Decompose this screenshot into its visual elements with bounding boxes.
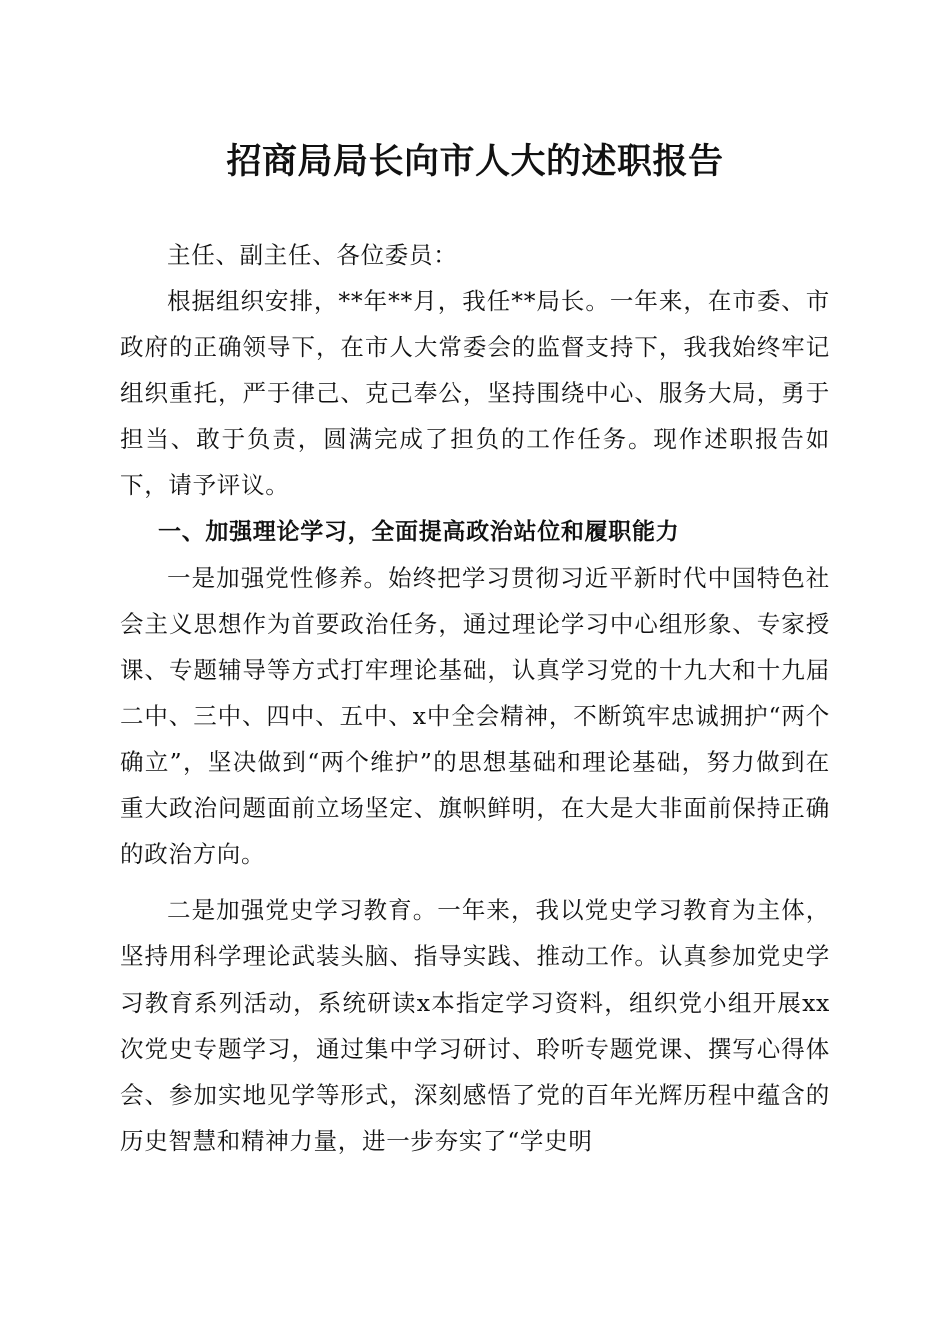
paragraph-lead: 二是加强党史学习教育。 <box>167 896 438 925</box>
paragraph-lead: 一是加强党性修养。 <box>167 563 389 592</box>
salutation: 主任、副主任、各位委员： <box>167 241 458 269</box>
paragraph-party-history <box>120 887 830 1164</box>
intro-paragraph: 根据组织安排，**年**月，我任**局长。一年来，在市委、市政府的正确领导下，在市人大常委会的监督支持下，我我始终牢记组织重托，严于律己、克己奉公，坚持围绕中心、服务大局，勇于担当、敢于负责，圆满完成了担负的工作任务。现作述职报告如下，请予评议。 <box>120 287 830 500</box>
paragraph-text: 始终把学习贯彻习近平新时代中国特色社会主义思想作为首要政治任务，通过理论学习中心组形象、专家授课、专题辅导等方式打牢理论基础，认真学习党的十九大和十九届二中、三中、四中、五中、x中全会精神，不断筑牢忠诚拥护“两个确立”，坚决做到“两个维护”的思想基础和理论基础，努力做到在重大政治问题面前立场坚定、旗帜鲜明，在大是大非面前保持正确的政治方向。 <box>120 563 830 869</box>
paragraph-party-spirit <box>120 555 830 878</box>
document-title: 招商局局长向市人大的述职报告 <box>226 141 724 182</box>
section-heading: 一、加强理论学习，全面提高政治站位和履职能力 <box>158 518 680 545</box>
document-body <box>120 232 830 1164</box>
paragraph-text: 一年来，我以党史学习教育为主体，坚持用科学理论武装头脑、指导实践、推动工作。认真参加党史学习教育系列活动，系统研读x本指定学习资料，组织党小组开展xx次党史专题学习，通过集中学习研讨、聆听专题党课、撰写心得体会、参加实地见学等形式，深刻感悟了党的百年光辉历程中蕴含的历史智慧和精神力量，进一步夯实了“学史明 <box>120 896 830 1155</box>
